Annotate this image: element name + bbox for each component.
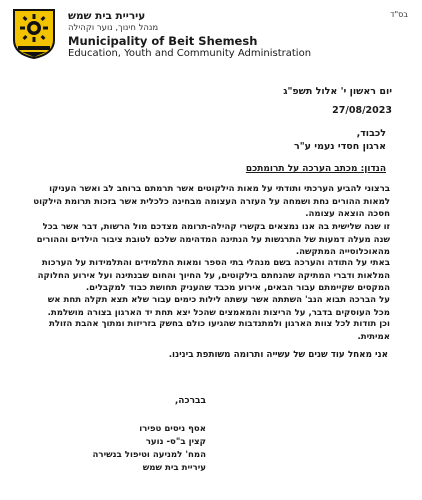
- gregorian-date: 27/08/2023: [332, 105, 392, 116]
- letterhead: [10, 8, 410, 60]
- municipality-emblem-icon: [10, 8, 58, 60]
- bsd-mark: בס"ד: [390, 10, 408, 19]
- body-paragraph: וכן תודות לכל צוות הארגון ולמתנדבות שהגיעו כולם בחשק בזריזות ומתוך אהבת הזולת אמיתית.: [48, 319, 390, 342]
- recipient-organization: ארגון חסדי נעמי ע"ר: [294, 141, 386, 152]
- municipality-name-hebrew: עיריית בית שמש: [68, 10, 146, 22]
- signature-department: המח' למניעה וטיפול בנשירה: [92, 450, 206, 460]
- recipient-label: לכבוד,: [356, 128, 386, 139]
- department-name-english: Education, Youth and Community Administration: [68, 48, 312, 59]
- body-paragraph: זו שנה שלישית בה אנו נמצאים בקשרי קהילה-תרומה מצדכם מול הרשות, דבר אשר בכל שנה מעלה דמעות של התרגשות על הנתינה המדהימה שלכם לטובת ציבור הילדים וההורים מהאוכלוסייה המתקשה.: [36, 222, 390, 258]
- body-paragraph: ברצוני להביע הערכתי ותודתי על מאות הילקוטים אשר תרמתם ברוחב לב ואשר העניקו למאות ההורים נחת ושמחה על העזרה העצומה מבחינה כלכלית אשר בזכות תרומת הילקוט חסכה הוצאה עצומה.: [33, 184, 390, 220]
- body-paragraph: באתי על התודה והערכה בשם מנהלי בתי הספר ומאות התלמידים והתלמידות על הערכות המלאות ודברי המתיקה שהנחתם בילקוטים, על החיוך והחום שבנתינה ועל אירוע החלוקה המקסים שקיימתם עבור הבאים, אירוע מכבד שהעניק תחושת כבוד למקבלים.: [37, 258, 390, 294]
- hebrew-date: יום ראשון י' אלול תשפ"ג: [283, 86, 392, 97]
- signature-title: קצין ב"ס- נוער: [145, 437, 206, 447]
- closing-line: אני מאחל עוד שנים של עשייה ותרומה משותפת בינינו.: [168, 350, 388, 360]
- regards-line: בברכה,: [174, 396, 206, 406]
- body-paragraph: על הברכה תבוא הנב' השתתה אשר עשתה לילות כימים עבור שלא תצא תקלה תחת אש מכל העוסקים בדבר, על הריצות והמאמצים שהכל יצא תחת יד הארגון בצורה מושלמת.: [47, 295, 390, 318]
- signature-municipality: עיריית בית שמש: [142, 463, 206, 473]
- department-name-hebrew: מנהל חינוך, נוער וקהילה: [68, 23, 159, 33]
- letter-subject: הנדון: מכתב הערכה על תרומתכם: [245, 164, 386, 174]
- signature-name: אסף ניסים טפירו: [139, 424, 206, 434]
- municipality-name-english: Municipality of Beit Shemesh: [68, 34, 258, 48]
